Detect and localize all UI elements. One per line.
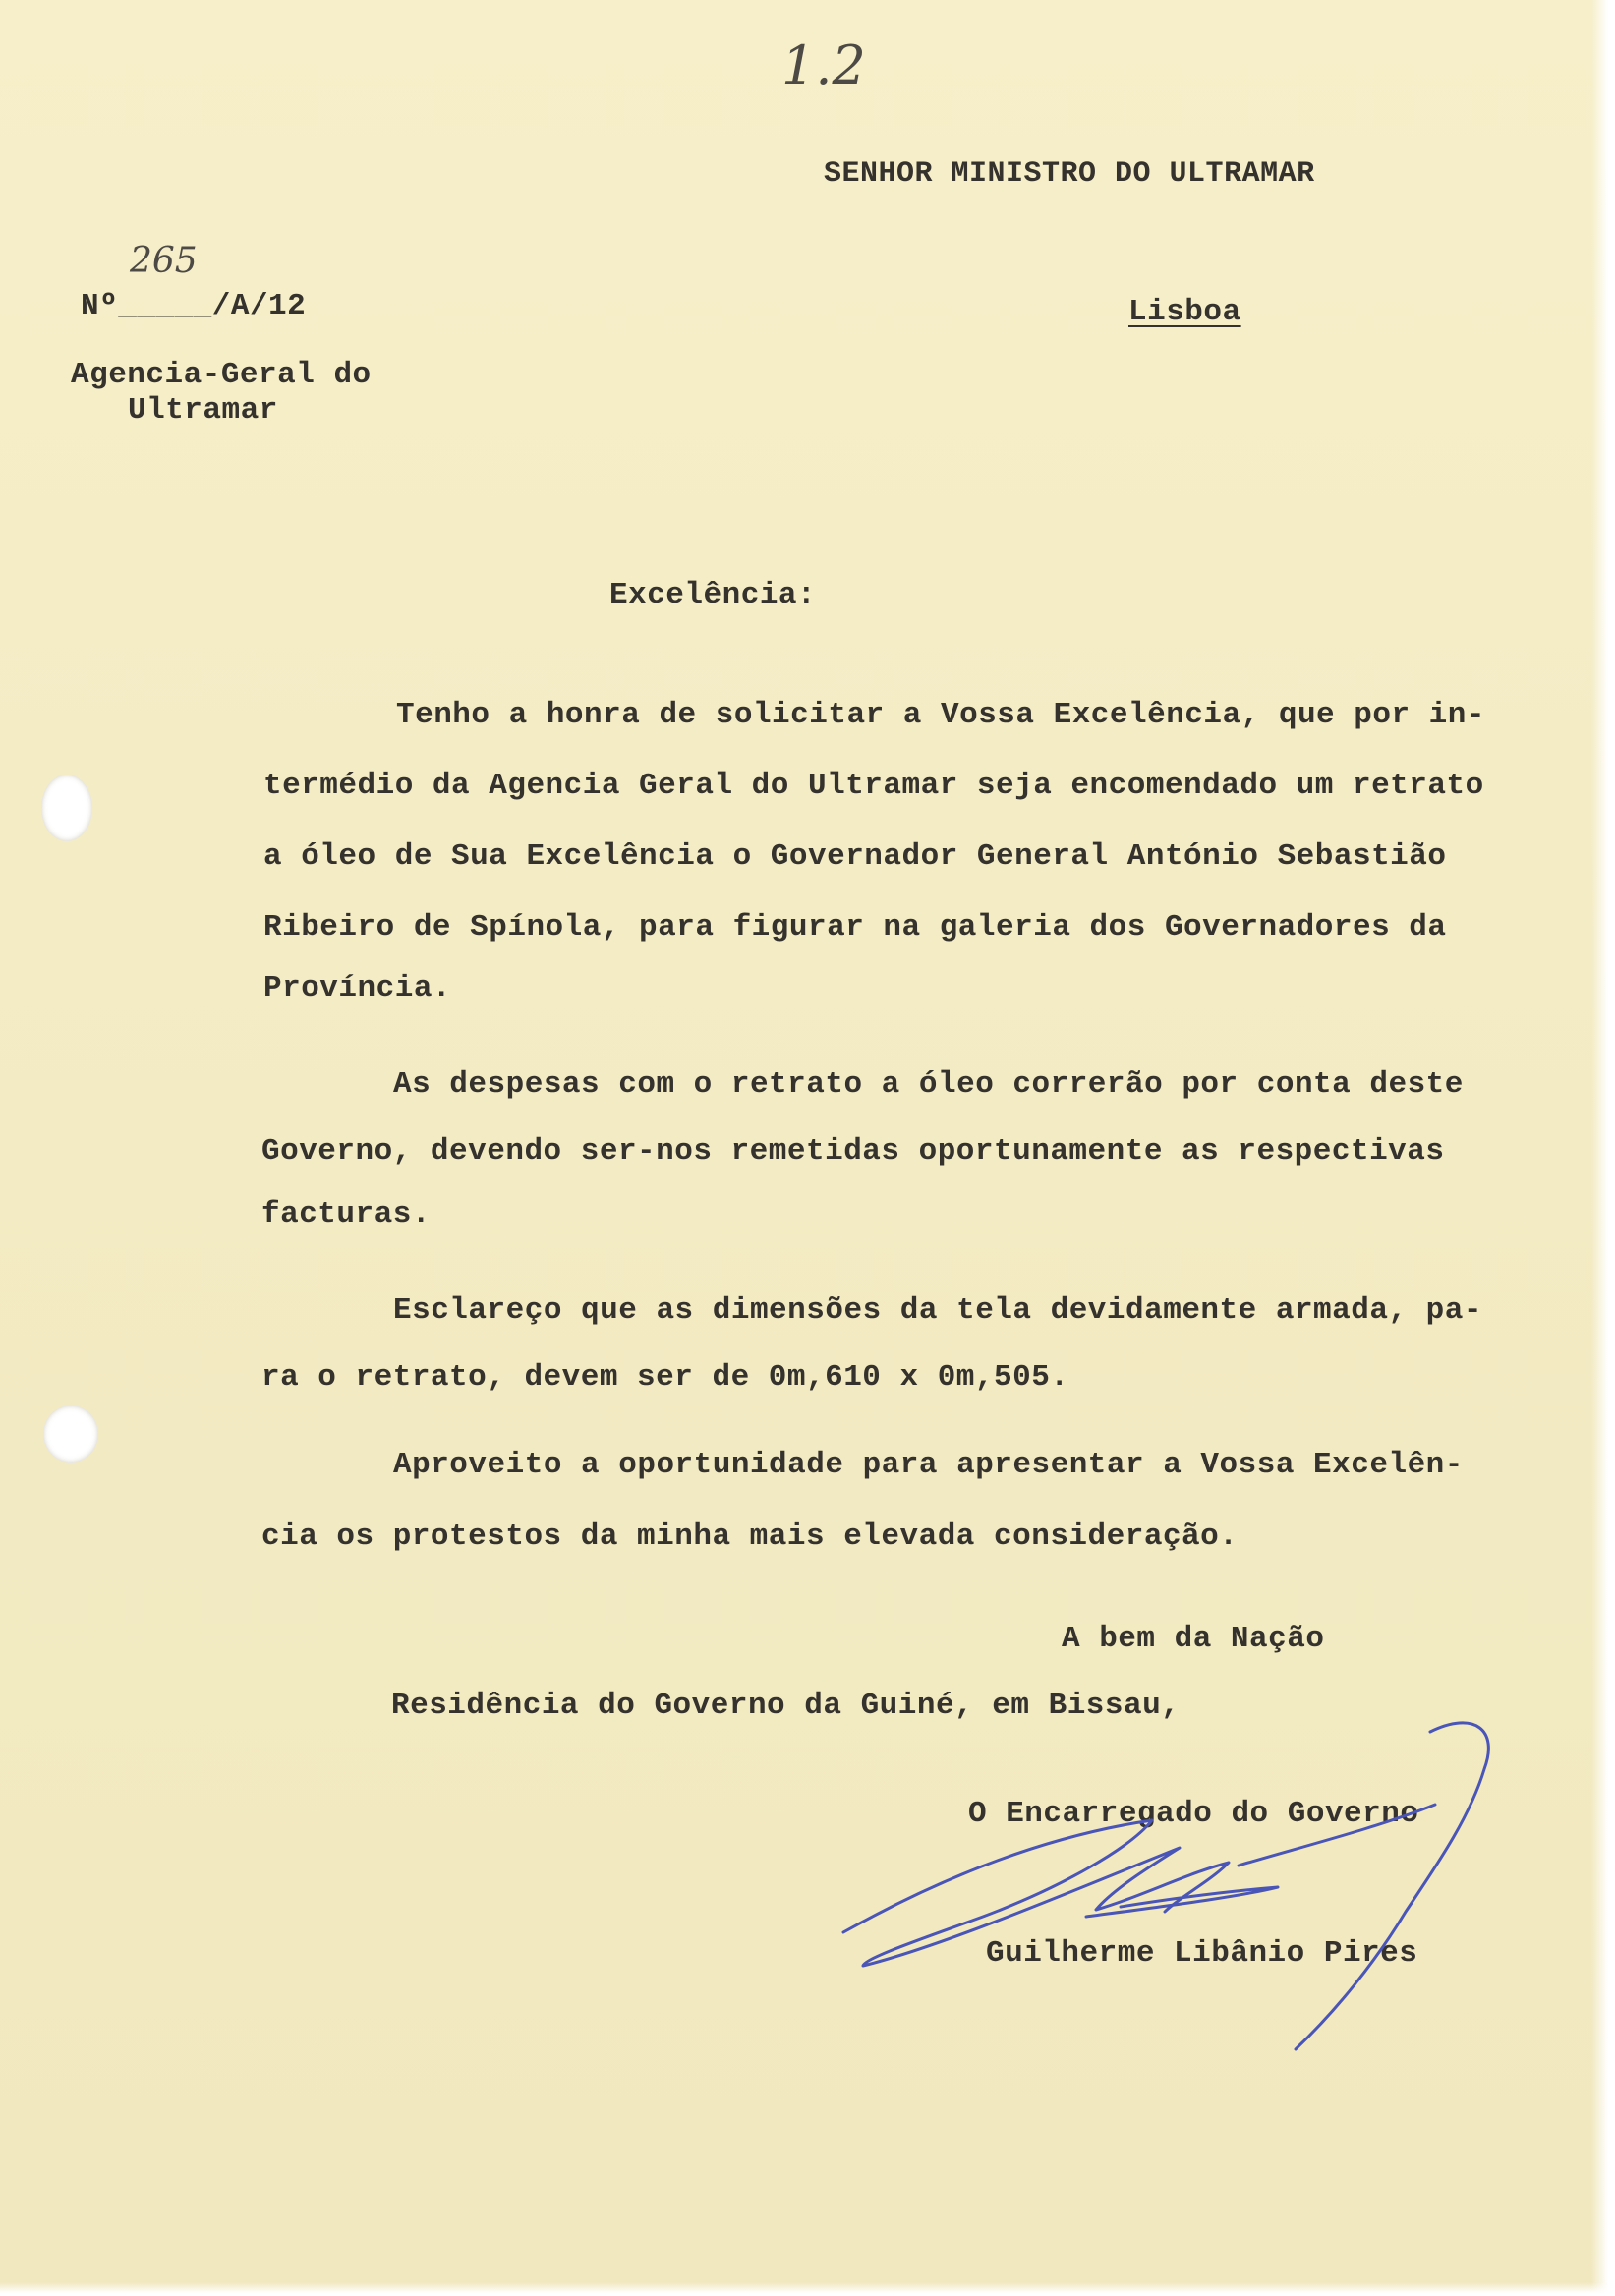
body-line: Tenho a honra de solicitar a Vossa Excelência, que por in- <box>396 698 1485 732</box>
reference-suffix: /A/12 <box>211 289 307 323</box>
body-line: a óleo de Sua Excelência o Governador General António Sebastião <box>263 839 1447 874</box>
body-line: facturas. <box>261 1197 431 1232</box>
reference-blank: _____ <box>118 289 212 323</box>
body-line: Esclareço que as dimensões da tela devidamente armada, pa- <box>393 1293 1482 1328</box>
body-line: Aproveito a oportunidade para apresentar a Vossa Excelên- <box>393 1448 1464 1482</box>
punch-hole-upper <box>41 775 92 841</box>
signatory-title: O Encarregado do Governo <box>968 1797 1419 1831</box>
reference-handwritten-number: 265 <box>130 241 198 281</box>
body-line: Ribeiro de Spínola, para figurar na galeria dos Governadores da <box>263 910 1447 945</box>
body-line: As despesas com o retrato a óleo correrão por conta deste <box>393 1067 1464 1102</box>
signatory-name: Guilherme Libânio Pires <box>986 1936 1418 1971</box>
body-line: ra o retrato, devem ser de 0m,610 x 0m,505. <box>261 1360 1069 1395</box>
paper-edge-bottom <box>0 2282 1615 2296</box>
body-line: Província. <box>263 971 452 1005</box>
subject-line-2: Ultramar <box>128 393 278 428</box>
reference-label: Nº <box>81 289 119 323</box>
addressee: SENHOR MINISTRO DO ULTRAMAR <box>824 157 1315 191</box>
closing: A bem da Nação <box>1062 1622 1325 1656</box>
place-line: Residência do Governo da Guiné, em Bissau, <box>391 1689 1181 1723</box>
page-number-annotation: 1.2 <box>781 34 866 96</box>
body-line: cia os protestos da minha mais elevada consideração. <box>261 1520 1239 1554</box>
body-line: Governo, devendo ser-nos remetidas oportunamente as respectivas <box>261 1134 1445 1169</box>
reference-number <box>81 291 306 321</box>
subject-line-1: Agencia-Geral do <box>71 358 372 392</box>
city: Lisboa <box>1128 295 1241 329</box>
salutation: Excelência: <box>609 578 817 612</box>
punch-hole-lower <box>43 1406 98 1463</box>
paper-edge-right <box>1591 0 1615 2296</box>
body-line: termédio da Agencia Geral do Ultramar seja encomendado um retrato <box>263 769 1484 803</box>
